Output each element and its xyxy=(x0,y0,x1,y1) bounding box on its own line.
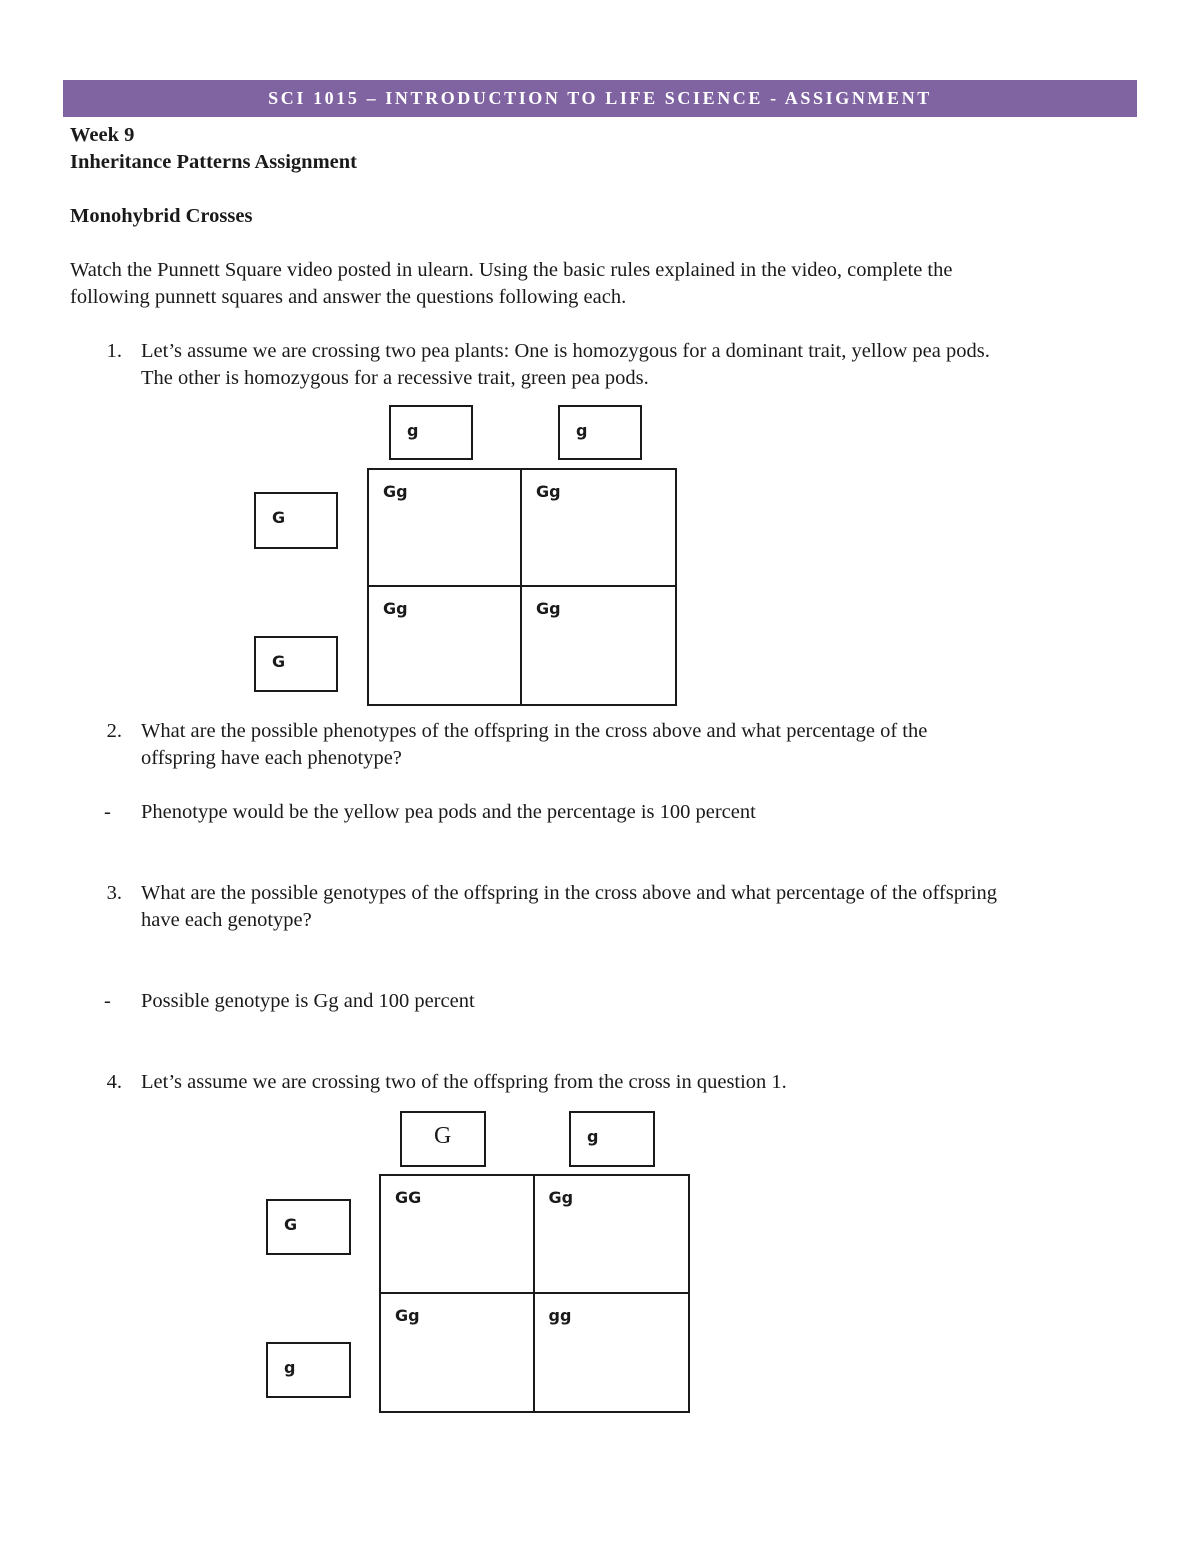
q2-dash: - xyxy=(104,801,111,823)
punnett1-cell: Gg xyxy=(369,470,522,587)
punnett2-side-allele-2: g xyxy=(266,1342,351,1398)
q1-line-1: Let’s assume we are crossing two pea plants: One is homozygous for a dominant trait, yellow pea pods. xyxy=(141,340,990,362)
q4-line-1: Let’s assume we are crossing two of the offspring from the cross in question 1. xyxy=(141,1071,787,1093)
intro-line-2: following punnett squares and answer the questions following each. xyxy=(70,286,627,308)
punnett2-cell: gg xyxy=(548,1305,572,1325)
q4-number: 4. xyxy=(106,1071,122,1093)
intro-line-1: Watch the Punnett Square video posted in ulearn. Using the basic rules explained in the video, complete the xyxy=(70,259,953,281)
section-heading: Monohybrid Crosses xyxy=(70,205,253,227)
q1-line-2: The other is homozygous for a recessive trait, green pea pods. xyxy=(141,367,649,389)
q1-number: 1. xyxy=(106,340,122,362)
week-label: Week 9 xyxy=(70,124,135,146)
punnett2-top-allele-2: g xyxy=(569,1111,655,1167)
q2-line-2: offspring have each phenotype? xyxy=(141,747,402,769)
punnett2-side-allele-1: G xyxy=(266,1199,351,1255)
punnett2-cell: Gg xyxy=(535,1176,689,1294)
q3-line-2: have each genotype? xyxy=(141,909,312,931)
punnett2-grid xyxy=(379,1174,690,1413)
punnett1-top-allele-1: g xyxy=(389,405,473,460)
punnett2-cell: Gg xyxy=(381,1294,535,1412)
punnett1-grid xyxy=(367,468,677,706)
q2-line-1: What are the possible phenotypes of the offspring in the cross above and what percentage of the xyxy=(141,720,928,742)
punnett1-cell: Gg xyxy=(522,470,675,587)
punnett1-side-allele-1: G xyxy=(254,492,338,549)
punnett1-top-allele-2: g xyxy=(558,405,642,460)
course-banner: SCI 1015 – INTRODUCTION TO LIFE SCIENCE - ASSIGNMENT xyxy=(63,80,1137,117)
punnett1-cell: Gg xyxy=(369,587,522,704)
punnett1-side-allele-2: G xyxy=(254,636,338,692)
punnett2-cell: GG xyxy=(381,1176,535,1294)
q3-answer: Possible genotype is Gg and 100 percent xyxy=(141,990,475,1012)
q3-dash: - xyxy=(104,990,111,1012)
assignment-title: Inheritance Patterns Assignment xyxy=(70,151,357,173)
punnett1-cell: Gg xyxy=(536,599,561,618)
punnett2-top-allele-1: G xyxy=(400,1111,486,1167)
q3-line-1: What are the possible genotypes of the offspring in the cross above and what percentage of the offspring xyxy=(141,882,997,904)
q2-answer: Phenotype would be the yellow pea pods and the percentage is 100 percent xyxy=(141,801,756,823)
q2-number: 2. xyxy=(106,720,122,742)
q3-number: 3. xyxy=(106,882,122,904)
